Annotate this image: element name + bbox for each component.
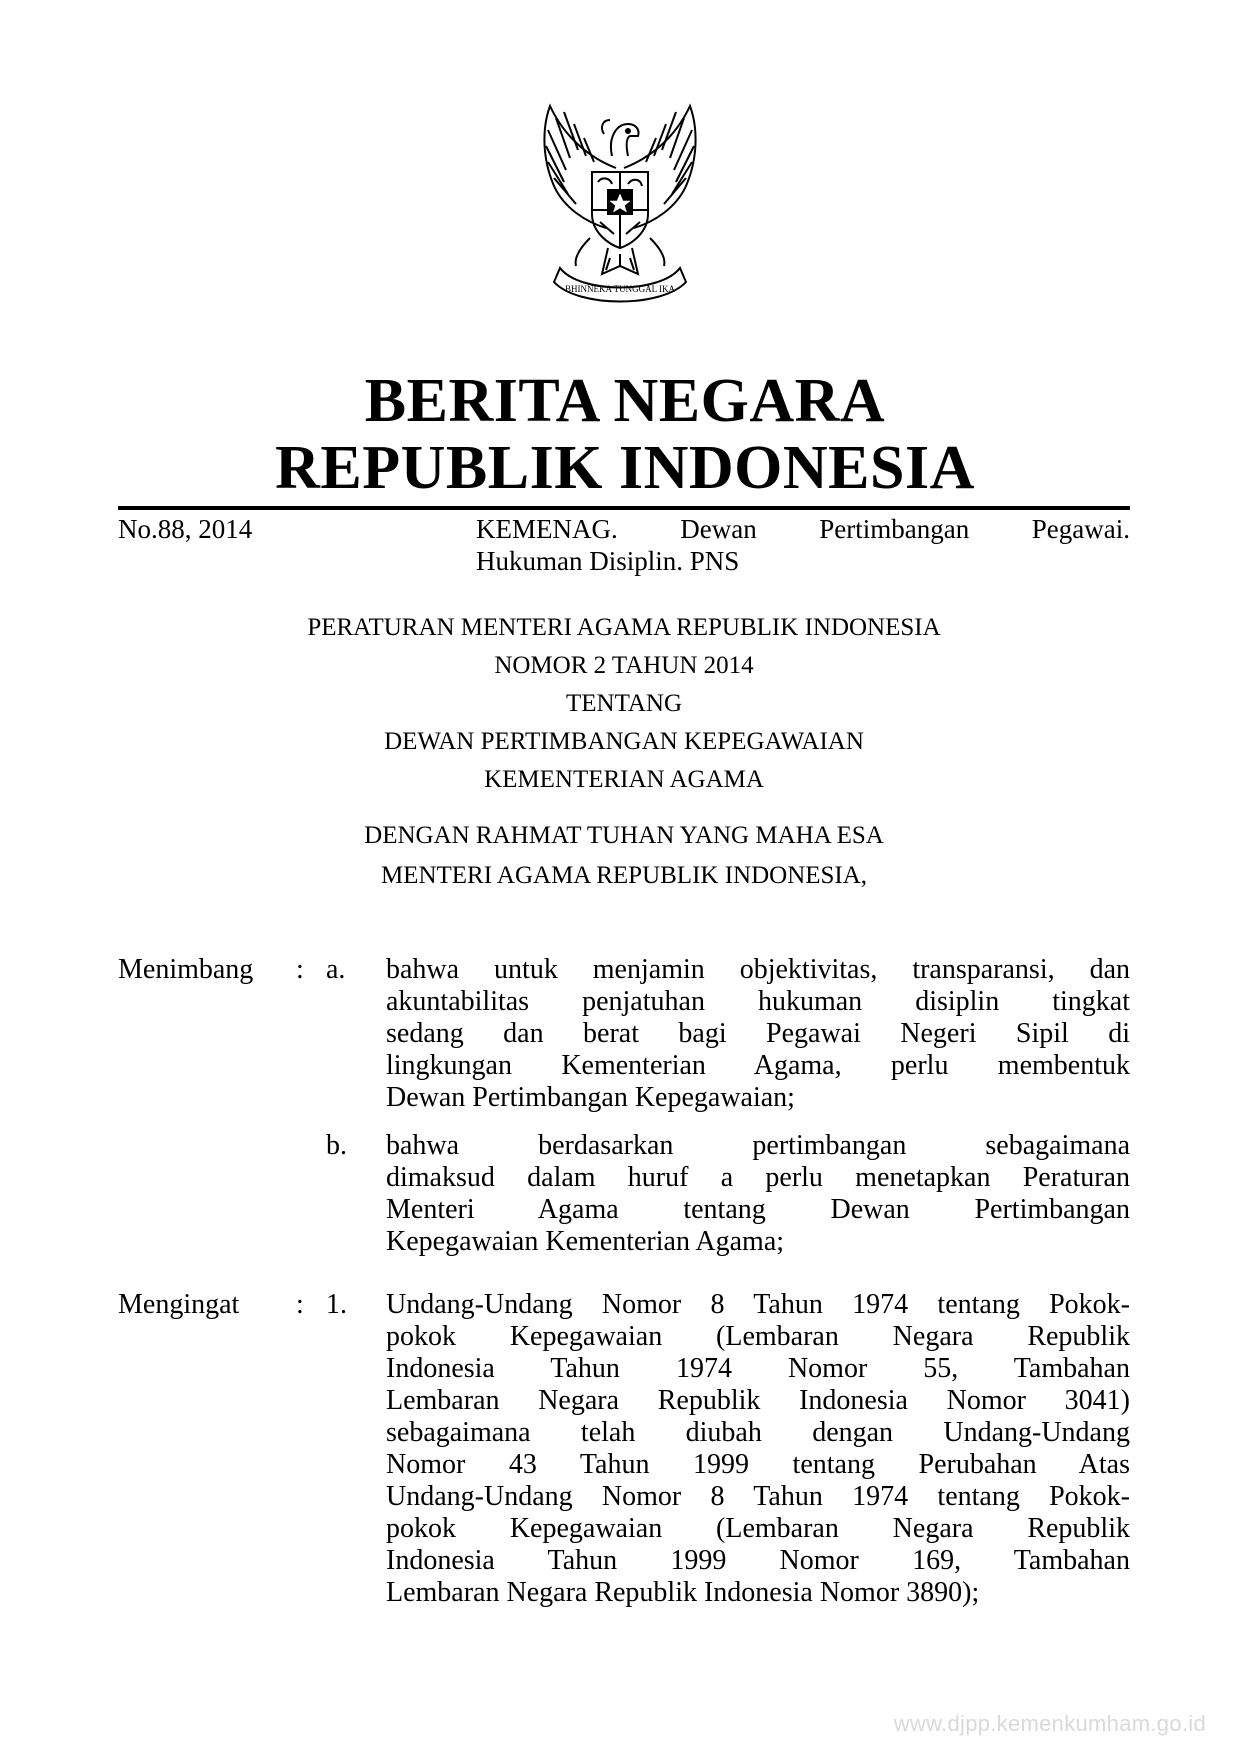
garuda-emblem-icon: [520, 98, 720, 310]
masthead-line-1: BERITA NEGARA: [364, 367, 886, 435]
section-colon: :: [296, 1289, 304, 1320]
text-line: Undang-Undang Nomor 8 Tahun 1974 tentang Pokok-: [386, 1481, 1130, 1512]
regulation-number: NOMOR 2 TAHUN 2014: [494, 652, 754, 679]
text-line: Undang-Undang Nomor 8 Tahun 1974 tentang Pokok-: [386, 1289, 1130, 1320]
text-line: sedang dan berat bagi Pegawai Negeri Sipil di: [386, 1018, 1130, 1049]
text-line: dimaksud dalam huruf a perlu menetapkan Peraturan: [386, 1162, 1130, 1193]
text-line: Indonesia Tahun 1974 Nomor 55, Tambahan: [386, 1353, 1130, 1384]
section-colon: :: [296, 954, 304, 985]
item-a-text: [386, 954, 1130, 1114]
text-line: bahwa berdasarkan pertimbangan sebagaimana: [386, 1130, 1130, 1161]
emblem-motto: BHINNEKA TUNGGAL IKA: [565, 284, 675, 294]
text-line: akuntabilitas penjatuhan hukuman disiplin tingkat: [386, 986, 1130, 1017]
text-line: sebagaimana telah diubah dengan Undang-Undang: [386, 1417, 1130, 1448]
item-b-text: [386, 1130, 1130, 1258]
regulation-tentang: TENTANG: [565, 690, 683, 717]
regulation-subject-line-1: DEWAN PERTIMBANGAN KEPEGAWAIAN: [384, 728, 864, 755]
text-line: Lembaran Negara Republik Indonesia Nomor 3041): [386, 1385, 1130, 1416]
item-marker-b: b.: [326, 1130, 347, 1161]
text-line: Nomor 43 Tahun 1999 tentang Perubahan Atas: [386, 1449, 1130, 1480]
section-label-mengingat: Mengingat: [118, 1289, 240, 1320]
text-line: Dewan Pertimbangan Kepegawaian;: [386, 1082, 795, 1113]
regulation-title-line: PERATURAN MENTERI AGAMA REPUBLIK INDONESIA: [307, 614, 941, 641]
item-marker-a: a.: [326, 954, 346, 985]
text-line: Lembaran Negara Republik Indonesia Nomor 3890);: [386, 1577, 980, 1608]
preamble-line-2: MENTERI AGAMA REPUBLIK INDONESIA,: [380, 862, 868, 889]
text-line: pokok Kepegawaian (Lembaran Negara Republik: [386, 1321, 1130, 1352]
gazette-subject-line-2: Hukuman Disiplin. PNS: [476, 546, 740, 576]
text-line: Kepegawaian Kementerian Agama;: [386, 1226, 785, 1257]
text-line: Indonesia Tahun 1999 Nomor 169, Tambahan: [386, 1545, 1130, 1576]
gazette-subject-line-1: KEMENAG. Dewan Pertimbangan Pegawai.: [476, 514, 1130, 544]
section-label-menimbang: Menimbang: [118, 954, 254, 985]
source-watermark: www.djpp.kemenkumham.go.id: [893, 1711, 1206, 1736]
masthead-line-2: REPUBLIK INDONESIA: [275, 434, 975, 502]
item-marker-1: 1.: [326, 1289, 347, 1320]
preamble-line-1: DENGAN RAHMAT TUHAN YANG MAHA ESA: [364, 822, 884, 849]
text-line: bahwa untuk menjamin objektivitas, transparansi, dan: [386, 954, 1130, 985]
masthead-divider: [118, 506, 1130, 510]
text-line: lingkungan Kementerian Agama, perlu membentuk: [386, 1050, 1130, 1081]
regulation-subject-line-2: KEMENTERIAN AGAMA: [484, 766, 764, 793]
item-1-text: [386, 1289, 1130, 1609]
text-line: pokok Kepegawaian (Lembaran Negara Republik: [386, 1513, 1130, 1544]
gazette-number: No.88, 2014: [118, 514, 253, 544]
text-line: Menteri Agama tentang Dewan Pertimbangan: [386, 1194, 1130, 1225]
